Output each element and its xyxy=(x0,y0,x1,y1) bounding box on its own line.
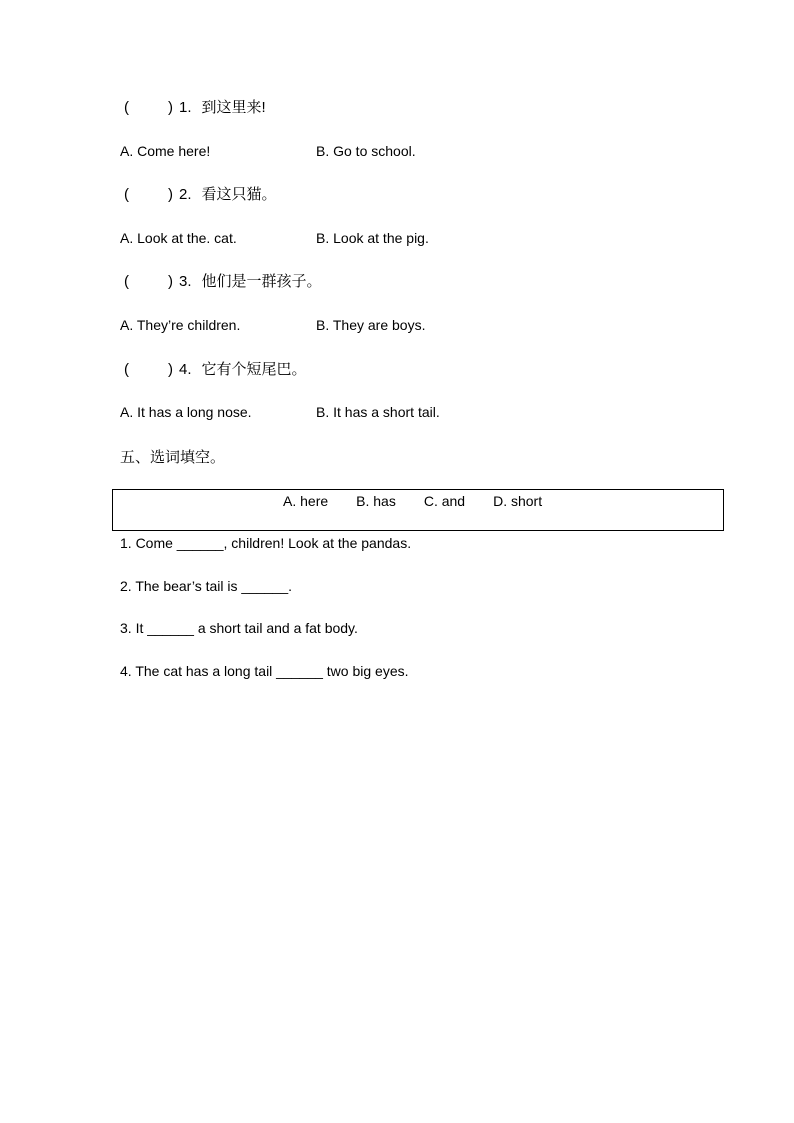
question-number: 4. xyxy=(179,361,192,378)
option-b: B. It has a short tail. xyxy=(316,404,440,420)
question-prompt: 他们是一群孩子。 xyxy=(201,273,322,290)
question-4 xyxy=(124,358,307,379)
fill-sentence-2: 2. The bear’s tail is ______. xyxy=(120,578,293,594)
word-bank-box xyxy=(112,489,724,531)
answer-blank-1[interactable]: ( ) xyxy=(124,99,173,116)
options-row-4 xyxy=(120,404,440,420)
word-bank xyxy=(283,493,570,509)
question-1 xyxy=(124,96,266,117)
question-3 xyxy=(124,270,322,291)
fill-sentence-3: 3. It ______ a short tail and a fat body. xyxy=(120,620,358,636)
options-row-3 xyxy=(120,317,425,333)
question-prompt: 到这里来! xyxy=(201,99,266,116)
option-b: B. Go to school. xyxy=(316,143,416,159)
option-a: A. It has a long nose. xyxy=(120,404,252,420)
options-row-2 xyxy=(120,230,429,246)
option-b: B. Look at the pig. xyxy=(316,230,429,246)
word-choice-d: D. short xyxy=(493,493,543,509)
question-prompt: 看这只猫。 xyxy=(201,186,277,203)
fill-sentence-4: 4. The cat has a long tail ______ two big eyes. xyxy=(120,663,409,679)
question-number: 1. xyxy=(179,99,192,116)
fill-sentence-1: 1. Come ______, children! Look at the pandas. xyxy=(120,535,412,551)
answer-blank-2[interactable]: ( ) xyxy=(124,186,173,203)
question-2 xyxy=(124,183,277,204)
question-number: 2. xyxy=(179,186,192,203)
option-a: A. They’re children. xyxy=(120,317,241,333)
option-a: A. Come here! xyxy=(120,143,211,159)
word-choice-c: C. and xyxy=(423,493,466,509)
answer-blank-3[interactable]: ( ) xyxy=(124,273,173,290)
option-b: B. They are boys. xyxy=(316,317,426,333)
answer-blank-4[interactable]: ( ) xyxy=(124,361,173,378)
question-prompt: 它有个短尾巴。 xyxy=(201,361,307,378)
word-choice-b: B. has xyxy=(356,493,396,509)
option-a: A. Look at the. cat. xyxy=(120,230,237,246)
options-row-1 xyxy=(120,143,416,159)
question-number: 3. xyxy=(179,273,192,290)
section-title: 五、选词填空。 xyxy=(120,449,226,466)
word-choice-a: A. here xyxy=(283,493,329,509)
